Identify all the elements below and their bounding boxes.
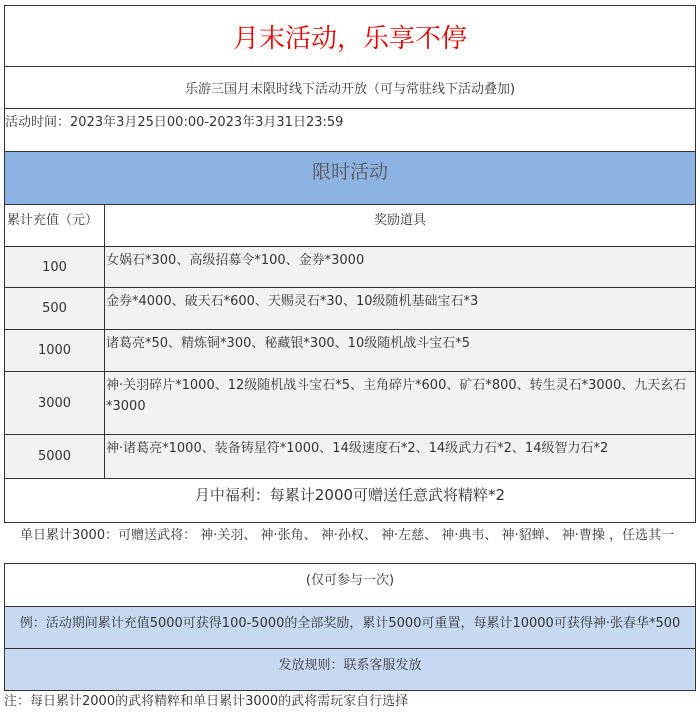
table-row-reward: 诸葛亮*50、精炼铜*300、秘藏银*300、10级随机战斗宝石*5 xyxy=(104,329,696,372)
table-row-amount: 500 xyxy=(4,287,105,330)
page-title: 月末活动，乐享不停 xyxy=(4,5,696,67)
footnote: 注：每日累计2000的武将精粹和单日累计3000的武将需玩家自行选择 xyxy=(4,694,409,709)
table-row-amount: 1000 xyxy=(4,329,105,372)
limited-activity-band: 限时活动 xyxy=(4,151,696,205)
table-row-reward: 女娲石*300、高级招募令*100、金券*3000 xyxy=(104,246,696,288)
table-row-amount: 3000 xyxy=(4,371,105,435)
example-note: 例：活动期间累计充值5000可获得100-5000的全部奖励，累计5000可重置，每累计10000可获得神·张春华*500 xyxy=(4,606,696,649)
table-row-reward: 金券*4000、破天石*600、天赐灵石*30、10级随机基础宝石*3 xyxy=(104,287,696,330)
table-row-reward: 神·关羽碎片*1000、12级随机战斗宝石*5、主角碎片*600、矿石*800、转生灵石*3000、九天玄石*3000 xyxy=(104,371,696,435)
activity-time: 活动时间：2023年3月25日00:00-2023年3月31日23:59 xyxy=(4,108,696,152)
daily-bonus-note: 单日累计3000：可赠送武将： 神·关羽、 神·张角、 神·孙权、 神·左慈、 神·典韦、 神·貂蝉、 神·曹操 ，任选其一 xyxy=(20,528,675,543)
distribution-rule: 发放规则：联系客服发放 xyxy=(4,648,696,691)
mid-month-benefit: 月中福利：每累计2000可赠送任意武将精粹*2 xyxy=(4,478,696,523)
column-header-rewards: 奖励道具 xyxy=(104,204,696,247)
column-header-amount: 累计充值（元） xyxy=(4,204,105,247)
table-row-reward: 神·诸葛亮*1000、装备铸星符*1000、14级速度石*2、14级武力石*2、14级智力石*2 xyxy=(104,434,696,479)
table-row-amount: 5000 xyxy=(4,434,105,479)
once-only-note: (仅可参与一次) xyxy=(4,563,696,607)
activity-subtitle: 乐游三国月末限时线下活动开放（可与常驻线下活动叠加) xyxy=(4,66,696,109)
table-row-amount: 100 xyxy=(4,246,105,288)
reward-table xyxy=(4,204,696,479)
